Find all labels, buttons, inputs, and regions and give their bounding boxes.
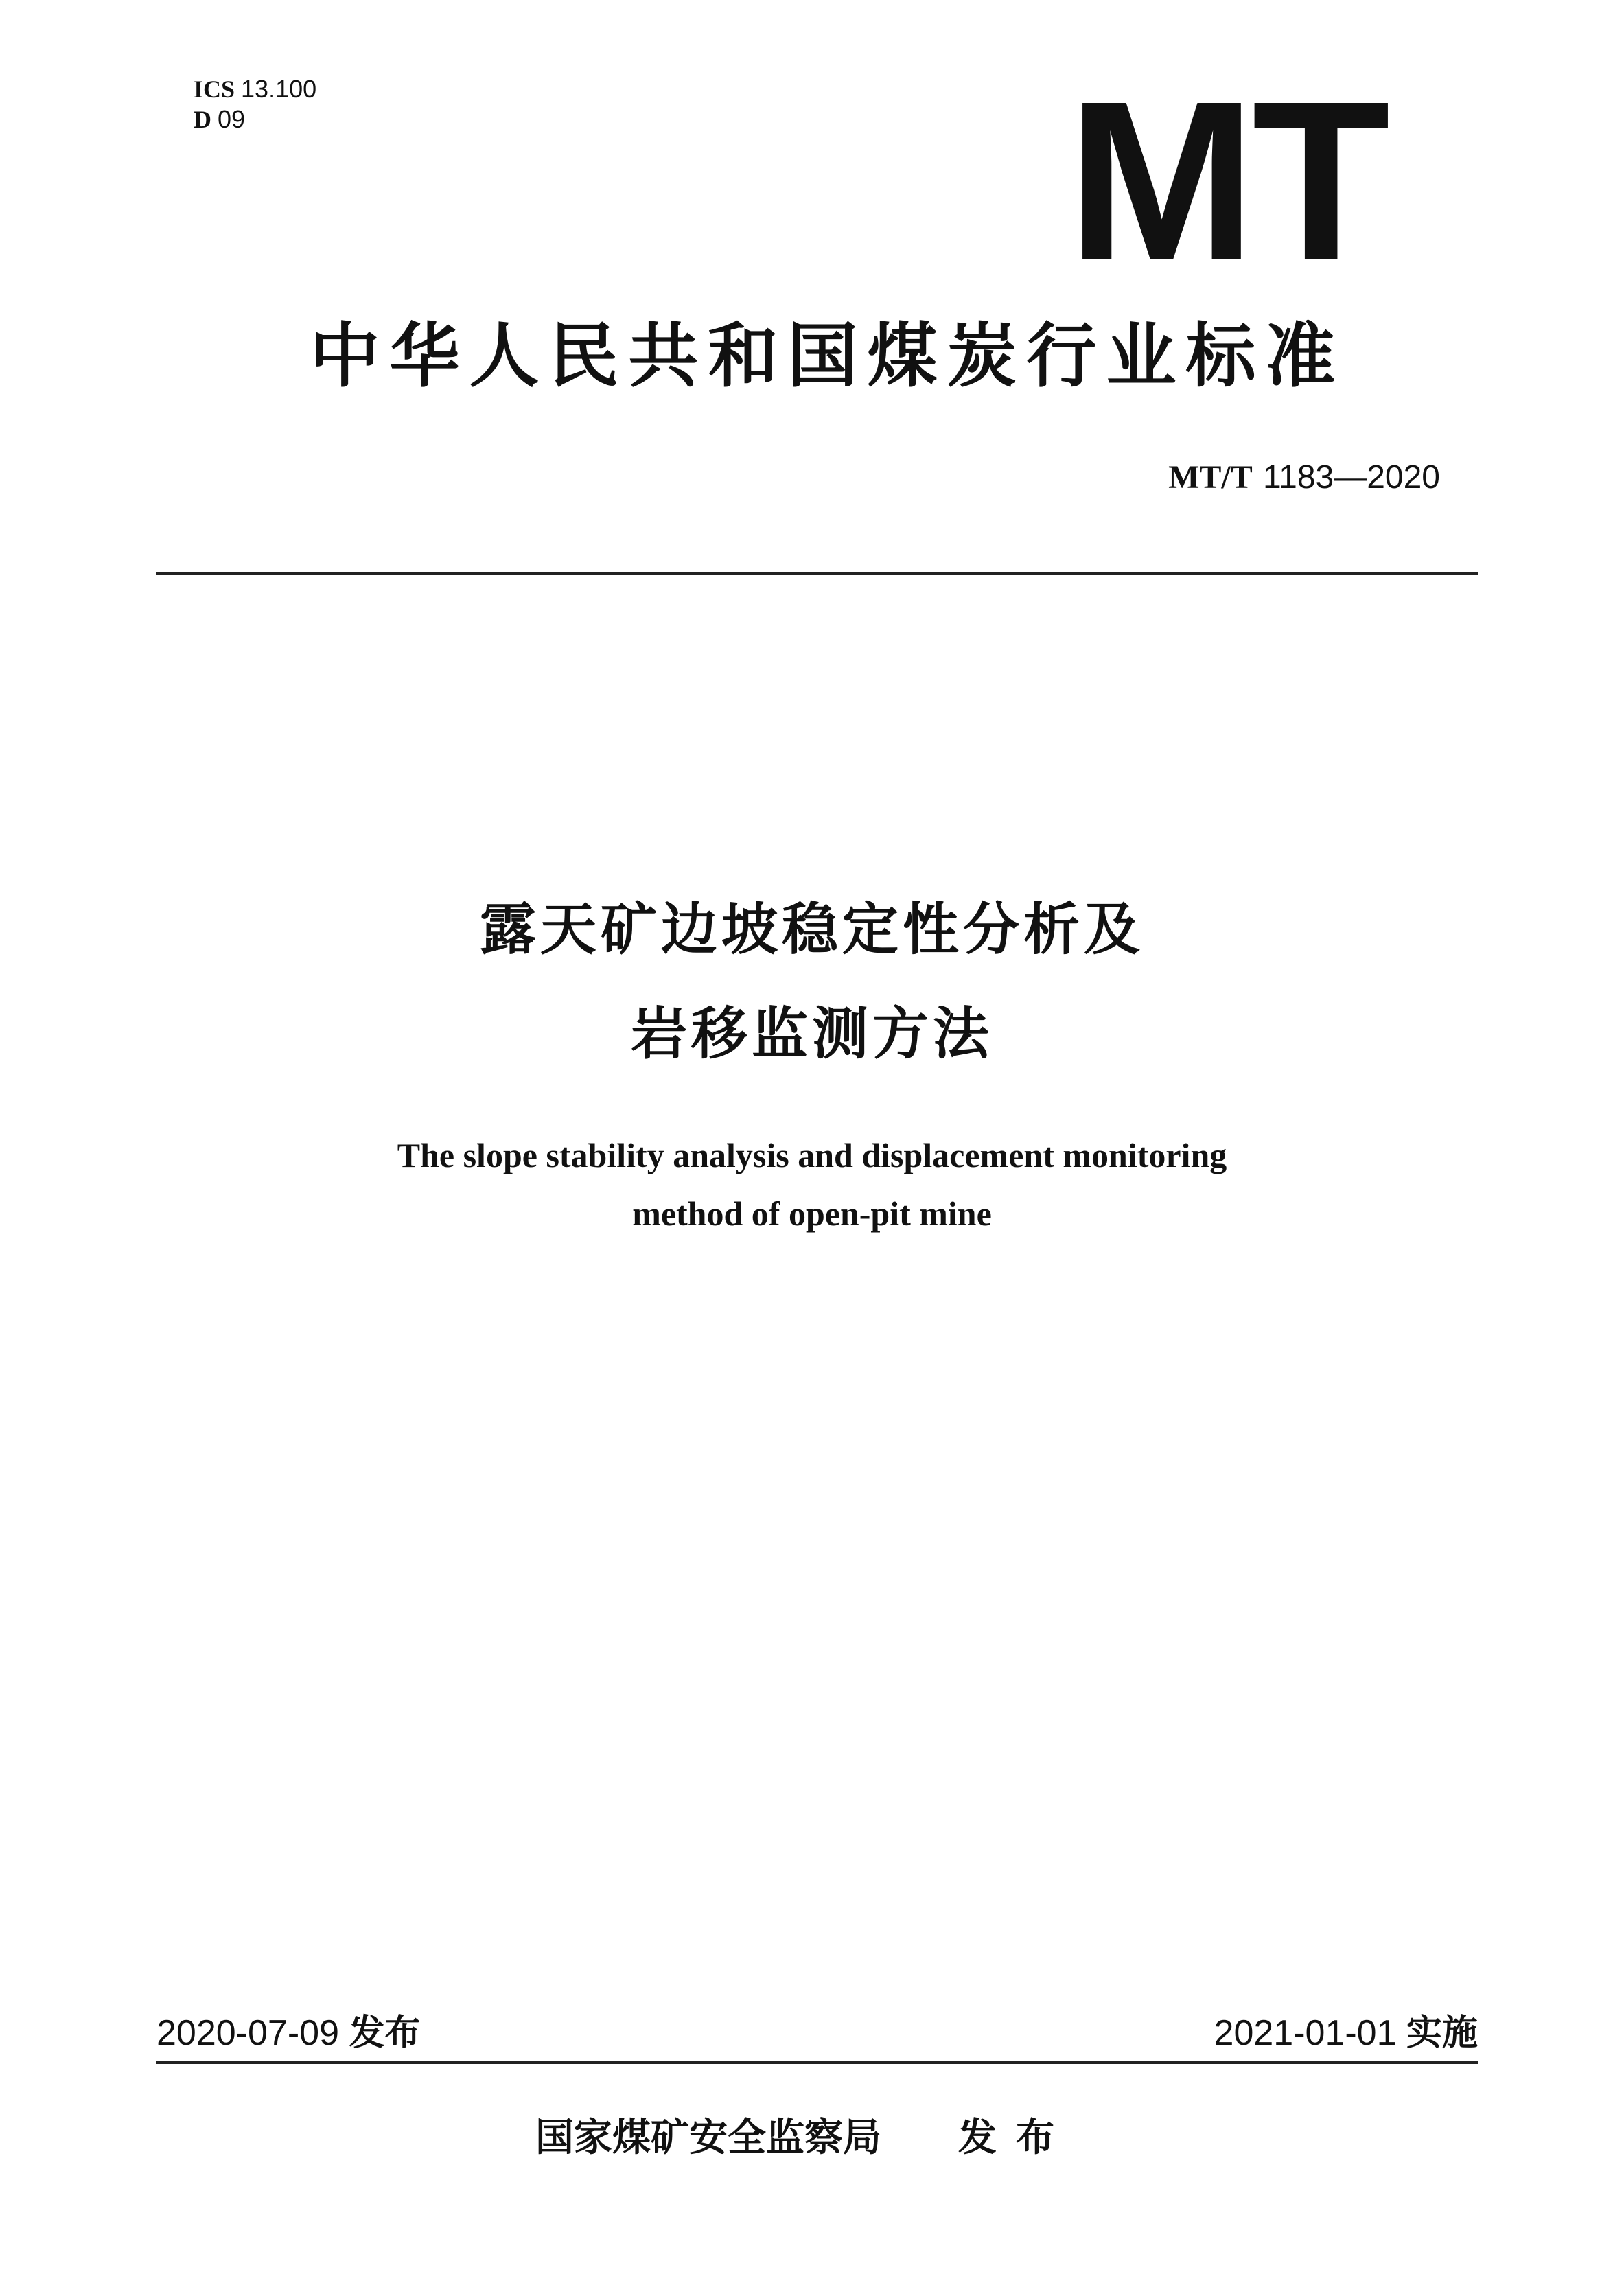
implement-date-value: 2021-01-01 — [1214, 2013, 1397, 2053]
mt-logo: MT — [1067, 54, 1387, 307]
issue-date-value: 2020-07-09 — [156, 2013, 339, 2053]
issue-date-label: 发布 — [349, 2013, 421, 2054]
ccs-value: 09 — [218, 105, 246, 133]
title-en-line1: The slope stability analysis and displacement monitoring — [397, 1136, 1227, 1174]
ccs-code — [194, 104, 316, 135]
publisher-name: 国家煤矿安全监察局 — [535, 2115, 881, 2160]
bottom-divider — [156, 2061, 1478, 2064]
title-cn-line1: 露天矿边坡稳定性分析及 — [479, 897, 1144, 962]
standard-code-prefix: MT/T — [1168, 459, 1253, 496]
ics-value: 13.100 — [241, 75, 317, 103]
implement-date — [1214, 2011, 1478, 2055]
ics-label: ICS — [194, 76, 235, 103]
ics-code — [194, 74, 316, 104]
ccs-label: D — [194, 106, 211, 133]
title-cn-line2: 岩移监测方法 — [630, 1001, 993, 1067]
publisher-action: 发布 — [958, 2115, 1074, 2160]
implement-date-label: 实施 — [1406, 2013, 1478, 2054]
publisher — [535, 2114, 1074, 2162]
classification-codes — [194, 74, 316, 135]
title-en-line2: method of open-pit mine — [632, 1194, 992, 1233]
ministry-title: 中华人民共和国煤炭行业标准 — [310, 316, 1345, 397]
issue-date — [156, 2011, 420, 2055]
standard-code-number: 1183—2020 — [1263, 459, 1440, 496]
top-divider — [156, 572, 1478, 575]
standard-code — [1168, 456, 1440, 498]
